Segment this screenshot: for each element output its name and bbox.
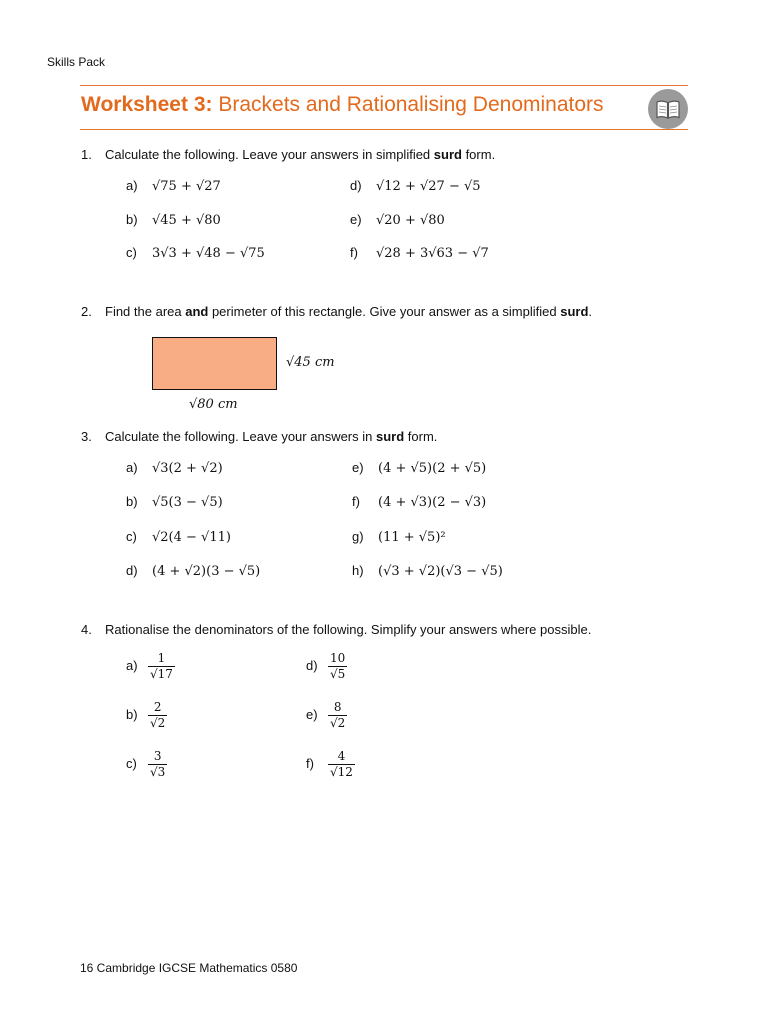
item-label: e) bbox=[306, 706, 318, 722]
q4-item-f bbox=[306, 749, 355, 780]
title-bottom-rule bbox=[80, 129, 688, 130]
item-expression: √5(3 − √5) bbox=[152, 495, 223, 510]
question-text-mid: perimeter of this rectangle. Give your answer as a simplified bbox=[208, 304, 561, 319]
question-bold: surd bbox=[433, 147, 462, 162]
header-skills-pack: Skills Pack bbox=[47, 55, 106, 69]
question-1 bbox=[81, 147, 495, 162]
q3-item-f bbox=[352, 494, 486, 510]
fraction-denominator: √2 bbox=[330, 716, 346, 730]
question-bold: surd bbox=[375, 429, 405, 444]
rectangle-shape bbox=[152, 337, 277, 390]
rectangle-bottom-label: √80 cm bbox=[189, 397, 238, 412]
page-title bbox=[81, 93, 604, 117]
fraction bbox=[148, 651, 175, 682]
item-expression: √12 + √27 − √5 bbox=[376, 179, 481, 194]
item-label: g) bbox=[352, 529, 364, 544]
fraction-numerator: 8 bbox=[333, 700, 342, 714]
question-text-end: form. bbox=[461, 147, 496, 162]
book-icon bbox=[648, 89, 688, 129]
fraction bbox=[148, 700, 167, 731]
item-label: c) bbox=[126, 755, 137, 771]
q3-item-b bbox=[126, 494, 223, 510]
question-text-end: form. bbox=[404, 429, 438, 444]
q1-item-c bbox=[126, 245, 265, 261]
q1-item-e bbox=[350, 212, 445, 228]
fraction bbox=[328, 749, 355, 780]
question-number: 3. bbox=[81, 429, 92, 444]
fraction bbox=[148, 749, 167, 780]
item-label: e) bbox=[352, 460, 364, 475]
question-3 bbox=[81, 429, 437, 444]
item-label: e) bbox=[350, 212, 362, 227]
q4-item-a bbox=[126, 651, 175, 682]
item-expression: √20 + √80 bbox=[376, 213, 445, 228]
title-top-rule bbox=[80, 85, 688, 86]
item-label: b) bbox=[126, 212, 138, 227]
item-label: c) bbox=[126, 245, 137, 260]
question-number: 1. bbox=[81, 147, 92, 162]
fraction-denominator: √17 bbox=[150, 667, 173, 681]
question-number: 4. bbox=[81, 622, 92, 637]
fraction-numerator: 10 bbox=[330, 651, 346, 665]
item-label: c) bbox=[126, 529, 137, 544]
question-text: Find the area bbox=[105, 304, 186, 319]
fraction-denominator: √3 bbox=[150, 765, 166, 779]
q3-item-g bbox=[352, 529, 446, 545]
item-expression: √2(4 − √11) bbox=[152, 530, 231, 545]
q3-item-d bbox=[126, 563, 260, 579]
fraction bbox=[328, 651, 347, 682]
item-expression: (4 + √5)(2 + √5) bbox=[378, 461, 487, 476]
item-label: d) bbox=[126, 563, 138, 578]
q3-item-e bbox=[352, 460, 486, 476]
item-expression: (4 + √2)(3 − √5) bbox=[152, 564, 261, 579]
item-expression: √75 + √27 bbox=[152, 179, 221, 194]
item-expression: (11 + √5)² bbox=[378, 530, 446, 545]
item-label: f) bbox=[306, 755, 314, 771]
item-label: b) bbox=[126, 706, 138, 722]
fraction-denominator: √2 bbox=[150, 716, 166, 730]
item-label: a) bbox=[126, 178, 138, 193]
q1-item-b bbox=[126, 212, 221, 228]
item-expression: √3(2 + √2) bbox=[152, 461, 223, 476]
item-expression: (4 + √3)(2 − √3) bbox=[378, 495, 487, 510]
q4-item-c bbox=[126, 749, 167, 780]
item-label: d) bbox=[306, 657, 318, 673]
q4-item-b bbox=[126, 700, 167, 731]
item-label: f) bbox=[352, 494, 360, 509]
item-label: d) bbox=[350, 178, 362, 193]
item-expression: (√3 + √2)(√3 − √5) bbox=[378, 564, 503, 579]
q4-item-d bbox=[306, 651, 347, 682]
question-text: Calculate the following. Leave your answers in simplified bbox=[105, 147, 434, 162]
item-label: h) bbox=[352, 563, 364, 578]
item-expression: 3√3 + √48 − √75 bbox=[152, 246, 265, 261]
fraction-denominator: √5 bbox=[330, 667, 346, 681]
title-bold: Worksheet 3: bbox=[81, 93, 213, 116]
q1-item-f bbox=[350, 245, 489, 261]
q1-item-a bbox=[126, 178, 221, 194]
item-expression: √45 + √80 bbox=[152, 213, 221, 228]
fraction bbox=[328, 700, 347, 731]
q3-item-c bbox=[126, 529, 231, 545]
q4-item-e bbox=[306, 700, 347, 731]
question-text: Rationalise the denominators of the following. Simplify your answers where possible. bbox=[105, 622, 592, 637]
title-rest: Brackets and Rationalising Denominators bbox=[212, 93, 604, 116]
question-2 bbox=[81, 304, 592, 319]
fraction-numerator: 1 bbox=[157, 651, 166, 665]
rectangle-side-label: √45 cm bbox=[286, 355, 335, 370]
fraction-denominator: √12 bbox=[330, 765, 353, 779]
question-text-end: . bbox=[588, 304, 593, 319]
item-label: f) bbox=[350, 245, 358, 260]
fraction-numerator: 4 bbox=[337, 749, 346, 763]
item-label: a) bbox=[126, 460, 138, 475]
item-expression: √28 + 3√63 − √7 bbox=[376, 246, 489, 261]
fraction-numerator: 2 bbox=[153, 700, 162, 714]
question-4 bbox=[81, 622, 591, 637]
question-number: 2. bbox=[81, 304, 92, 319]
question-bold-2: surd bbox=[560, 304, 589, 319]
page-footer: 16 Cambridge IGCSE Mathematics 0580 bbox=[80, 961, 298, 975]
question-bold: and bbox=[185, 304, 209, 319]
fraction-numerator: 3 bbox=[153, 749, 162, 763]
question-text: Calculate the following. Leave your answers in bbox=[105, 429, 376, 444]
item-label: b) bbox=[126, 494, 138, 509]
q3-item-a bbox=[126, 460, 223, 476]
q1-item-d bbox=[350, 178, 481, 194]
item-label: a) bbox=[126, 657, 138, 673]
q3-item-h bbox=[352, 563, 503, 579]
